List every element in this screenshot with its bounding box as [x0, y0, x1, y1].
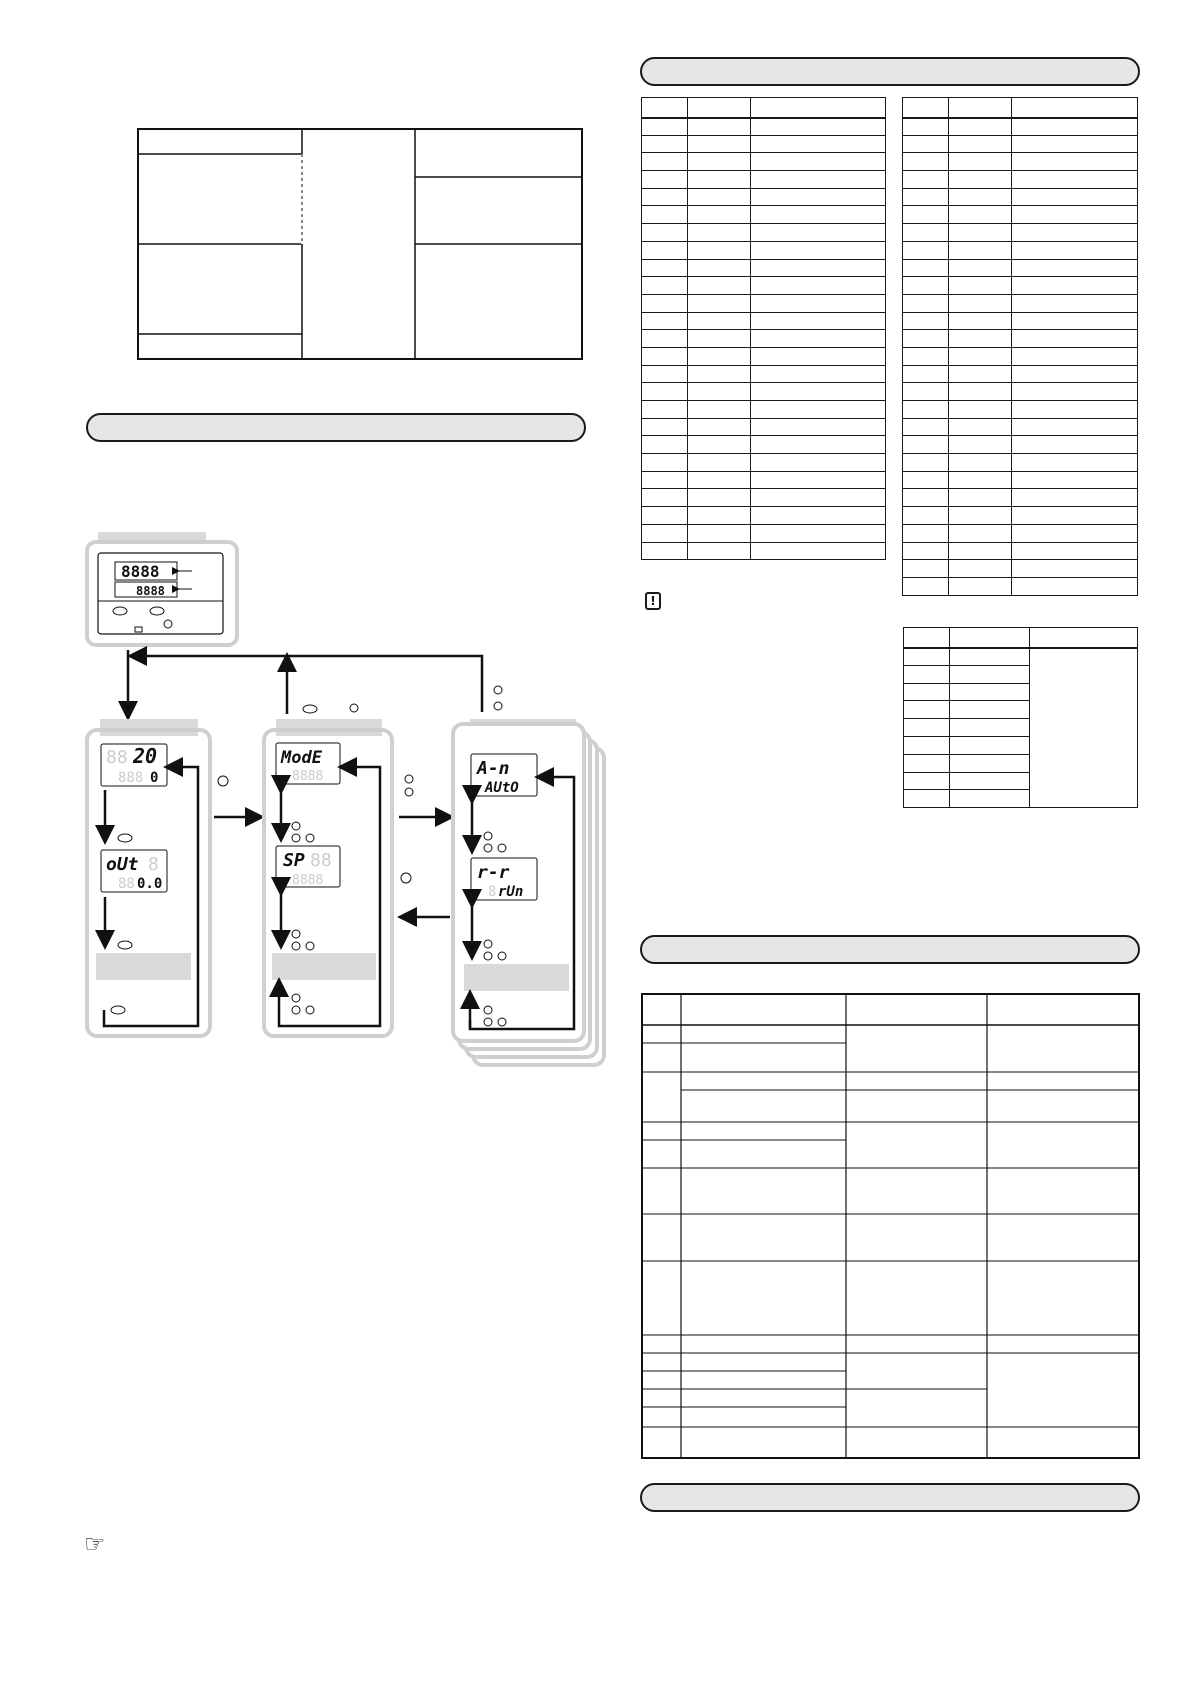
svg-text:8: 8 — [488, 884, 497, 900]
display-auto-manual: A-n — [477, 758, 510, 779]
display-out: oUt — [106, 854, 139, 875]
display-pv: 20 — [133, 744, 158, 768]
mode-setting-column — [264, 719, 392, 1036]
svg-text:8888: 8888 — [292, 769, 324, 784]
display-run-ready-value: rUn — [498, 884, 524, 900]
display-run-ready: r-r — [477, 862, 510, 883]
display-mode: ModE — [281, 748, 322, 768]
controller-front-panel — [87, 532, 237, 645]
svg-text:8888: 8888 — [121, 562, 160, 581]
display-sp: SP — [283, 850, 305, 871]
display-sv: 0 — [150, 770, 159, 786]
svg-text:88: 88 — [310, 850, 332, 871]
operation-mode-column — [87, 719, 210, 1036]
svg-text:8888: 8888 — [136, 584, 165, 598]
exclamation-box-icon: ! — [645, 592, 661, 610]
display-out-value: 0.0 — [137, 876, 163, 892]
pointing-hand-icon: ☞ — [84, 1530, 106, 1558]
svg-text:88: 88 — [118, 876, 135, 892]
mode-transition-diagram — [0, 0, 620, 1100]
svg-text:88: 88 — [106, 747, 128, 768]
svg-text:8: 8 — [148, 854, 159, 875]
parameter-groups-column — [453, 719, 604, 1065]
svg-text:888: 888 — [118, 770, 144, 786]
svg-text:8888: 8888 — [292, 873, 324, 888]
display-auto-manual-value: AUtO — [485, 780, 519, 796]
